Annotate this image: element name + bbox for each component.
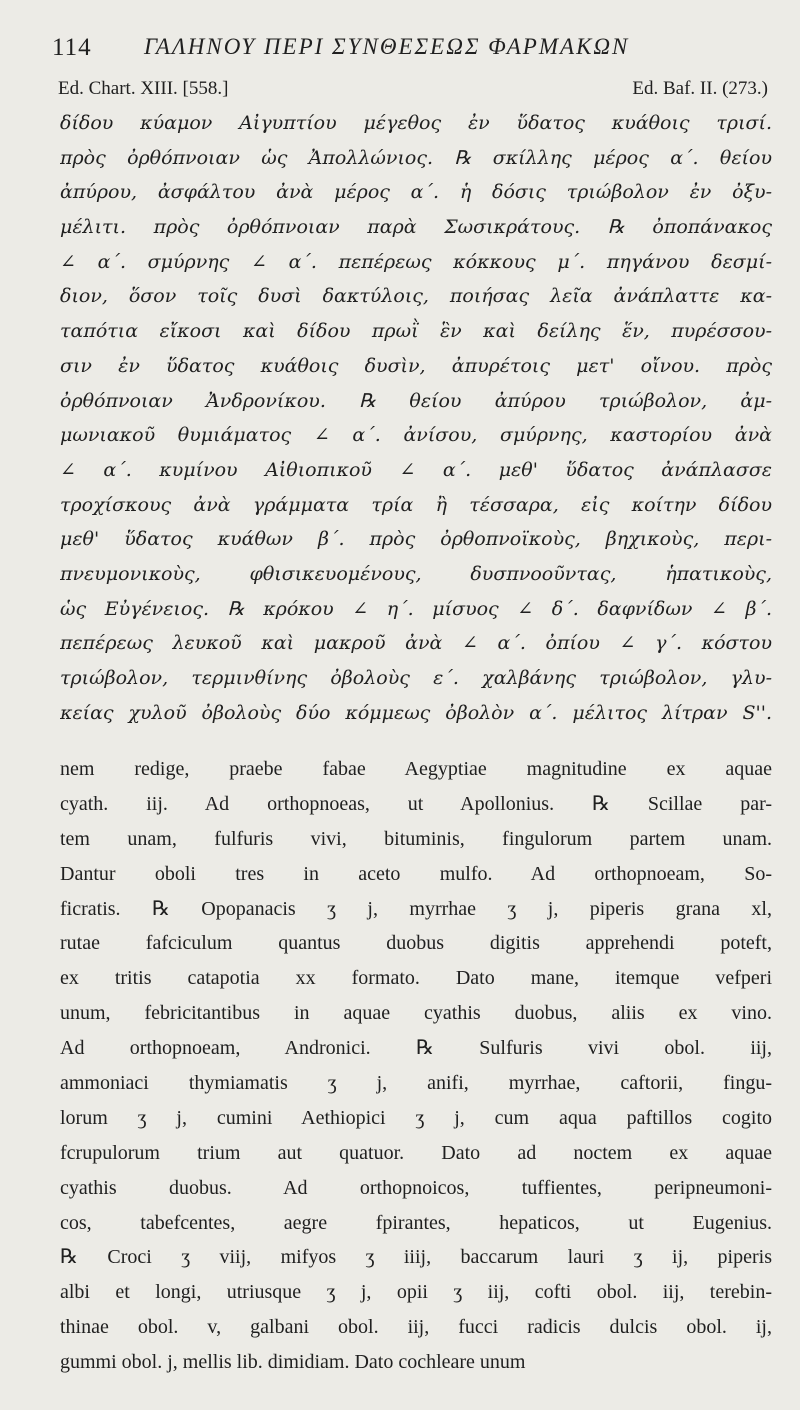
greek-line: ὀρθόπνοιαν Ἀνδρονίκου. ℞ θείου ἀπύρου τριώβολον, ἀμ- bbox=[60, 389, 772, 412]
latin-line: ammoniaci thymiamatis ʒ j, anifi, myrrhae, caftorii, fingu- bbox=[60, 1072, 772, 1095]
latin-line: ficratis. ℞ Opopanacis ʒ j, myrrhae ʒ j, piperis grana xl, bbox=[60, 897, 772, 920]
latin-line: cyathis duobus. Ad orthopnoicos, tuffientes, peripneumoni- bbox=[60, 1176, 772, 1199]
latin-line: Ad orthopnoeam, Andronici. ℞ Sulfuris vivi obol. iij, bbox=[60, 1037, 772, 1060]
greek-line: κείας χυλοῦ ὀβολοὺς δύο κόμμεως ὀβολὸν α΄. μέλιτος λίτραν S''. bbox=[60, 701, 772, 724]
page-number: 114 bbox=[52, 34, 92, 61]
latin-line: cos, tabefcentes, aegre fpirantes, hepaticos, ut Eugenius. bbox=[60, 1211, 772, 1234]
latin-line: tem unam, fulfuris vivi, bituminis, fingulorum partem unam. bbox=[60, 827, 772, 850]
edition-basel: Ed. Baf. II. (273.) bbox=[632, 78, 768, 99]
latin-line: unum, febricitantibus in aquae cyathis duobus, aliis ex vino. bbox=[60, 1002, 772, 1025]
greek-line: τροχίσκους ἀνὰ γράμματα τρία ἢ τέσσαρα, εἰς κοίτην δίδου bbox=[60, 493, 772, 516]
latin-line: nem redige, praebe fabae Aegyptiae magnitudine ex aquae bbox=[60, 758, 772, 780]
latin-line: Dantur oboli tres in aceto mulfo. Ad orthopnoeam, So- bbox=[60, 862, 772, 885]
greek-line: ἀπύρου, ἀσφάλτου ἀνὰ μέρος α΄. ἡ δόσις τριώβολον ἐν ὀξυ- bbox=[60, 181, 772, 204]
latin-line: gummi obol. j, mellis lib. dimidiam. Dato cochleare unum bbox=[60, 1351, 526, 1374]
latin-line: ex tritis catapotia xx formato. Dato mane, itemque vefperi bbox=[60, 967, 772, 990]
latin-line: rutae fafciculum quantus duobus digitis apprehendi poteft, bbox=[60, 932, 772, 955]
edition-reference bbox=[58, 78, 768, 108]
greek-line: ∠ α΄. κυμίνου Αἰθιοπικοῦ ∠ α΄. μεθ' ὕδατος ἀνάπλασσε bbox=[60, 458, 772, 481]
latin-line: cyath. iij. Ad orthopnoeas, ut Apollonius. ℞ Scillae par- bbox=[60, 792, 772, 815]
latin-line: lorum ʒ j, cumini Aethiopici ʒ j, cum aqua paftillos cogito bbox=[60, 1106, 772, 1129]
greek-line: διον, ὅσον τοῖς δυσὶ δακτύλοις, ποιήσας λεῖα ἀνάπλαττε κα- bbox=[60, 285, 772, 308]
edition-chartier: Ed. Chart. XIII. [558.] bbox=[58, 78, 229, 99]
greek-line: μέλιτι. πρὸς ὀρθόπνοιαν παρὰ Σωσικράτους. ℞ ὀποπάνακος bbox=[60, 216, 772, 239]
running-title: ΓΑΛΗΝΟΥ ΠΕΡΙ ΣΥΝΘΕΣΕΩΣ ΦΑΡΜΑΚΩΝ bbox=[144, 34, 630, 59]
greek-line: ∠ α΄. σμύρνης ∠ α΄. πεπέρεως κόκκους μ΄. πηγάνου δεσμί- bbox=[60, 250, 772, 273]
greek-line: ὡς Εὐγένειος. ℞ κρόκου ∠ η΄. μίσυος ∠ δ΄. δαφνίδων ∠ β΄. bbox=[60, 597, 772, 620]
greek-line: μωνιακοῦ θυμιάματος ∠ α΄. ἀνίσου, σμύρνης, καστορίου ἀνὰ bbox=[60, 424, 772, 447]
latin-translation bbox=[60, 752, 772, 1380]
latin-line: thinae obol. v, galbani obol. iij, fucci radicis dulcis obol. ij, bbox=[60, 1316, 772, 1339]
latin-line: ℞ Croci ʒ viij, mifyos ʒ iiij, baccarum lauri ʒ ij, piperis bbox=[60, 1246, 772, 1269]
greek-text bbox=[60, 106, 772, 730]
greek-line: μεθ' ὕδατος κυάθων β΄. πρὸς ὀρθοπνοϊκοὺς, βηχικοὺς, περι- bbox=[60, 528, 772, 551]
greek-line: πεπέρεως λευκοῦ καὶ μακροῦ ἀνὰ ∠ α΄. ὀπίου ∠ γ΄. κόστου bbox=[60, 632, 772, 655]
greek-line: δίδου κύαμον Αἰγυπτίου μέγεθος ἐν ὕδατος κυάθοις τρισί. bbox=[60, 112, 772, 134]
greek-line: ταπότια εἴκοσι καὶ δίδου πρωῒ ἓν καὶ δείλης ἕν, πυρέσσου- bbox=[60, 320, 772, 343]
greek-line: τριώβολον, τερμινθίνης ὀβολοὺς ε΄. χαλβάνης τριώβολον, γλυ- bbox=[60, 667, 772, 689]
latin-line: fcrupulorum trium aut quatuor. Dato ad noctem ex aquae bbox=[60, 1141, 772, 1164]
greek-line: πρὸς ὀρθόπνοιαν ὡς Ἀπολλώνιος. ℞ σκίλλης μέρος α΄. θείου bbox=[60, 146, 772, 169]
greek-line: πνευμονικοὺς, φθισικευομένους, δυσπνοοῦντας, ἡπατικοὺς, bbox=[60, 562, 772, 585]
greek-line: σιν ἐν ὕδατος κυάθοις δυσὶν, ἀπυρέτοις μετ' οἴνου. πρὸς bbox=[60, 354, 772, 377]
page-header bbox=[52, 28, 752, 68]
latin-line: albi et longi, utriusque ʒ j, opii ʒ iij, cofti obol. iij, terebin- bbox=[60, 1281, 772, 1304]
